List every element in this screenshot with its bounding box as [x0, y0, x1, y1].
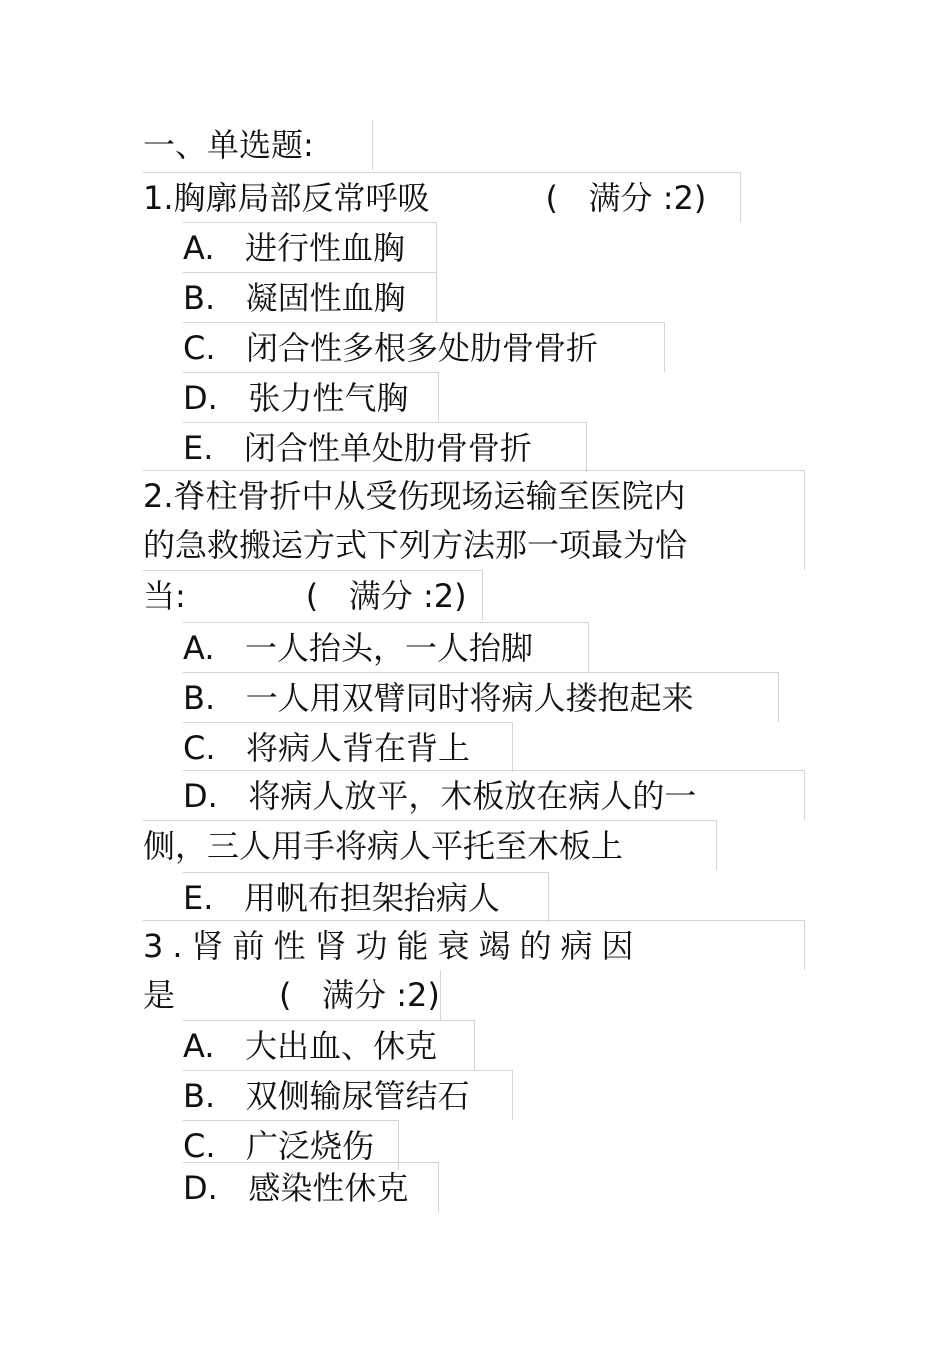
question-2-score: ( 满分 :2)	[305, 577, 467, 615]
option-row: D. 将病人放平，木板放在病人的一	[183, 770, 805, 820]
option-row: B. 凝固性血胸	[183, 272, 437, 322]
question-3-stem-line: 3.肾前性肾功能衰竭的病因	[143, 920, 805, 970]
option-row: E. 闭合性单处肋骨骨折	[183, 422, 587, 472]
option-row: A. 一人抬头，一人抬脚	[183, 622, 589, 672]
question-2-stem-line: 的急救搬运方式下列方法那一项最为恰	[143, 520, 805, 570]
option-row: E. 用帆布担架抬病人	[183, 872, 549, 922]
option-row: D. 感染性休克	[183, 1162, 439, 1212]
question-2-stem-line: 2.脊柱骨折中从受伤现场运输至医院内	[143, 470, 805, 520]
option-continuation: 侧，三人用手将病人平托至木板上	[143, 820, 717, 870]
question-1-stem: 1.胸廓局部反常呼吸 ( 满分 :2)	[143, 172, 741, 222]
question-2-stem-line: 当: ( 满分 :2)	[143, 570, 483, 620]
option-row: B. 一人用双臂同时将病人搂抱起来	[183, 672, 779, 722]
section-title: 一、单选题:	[143, 120, 373, 170]
option-row: B. 双侧输尿管结石	[183, 1070, 513, 1120]
option-row: C. 将病人背在背上	[183, 722, 513, 772]
option-row: D. 张力性气胸	[183, 372, 439, 422]
question-3-stem-line: 是 ( 满分 :2)	[143, 970, 441, 1020]
option-row: A. 大出血、休克	[183, 1020, 475, 1070]
question-3-score: ( 满分 :2)	[279, 976, 440, 1014]
question-1-score: ( 满分 :2)	[545, 179, 707, 217]
option-row: C. 闭合性多根多处肋骨骨折	[183, 322, 665, 372]
option-row: A. 进行性血胸	[183, 222, 437, 272]
option-row: C. 广泛烧伤	[183, 1120, 399, 1170]
